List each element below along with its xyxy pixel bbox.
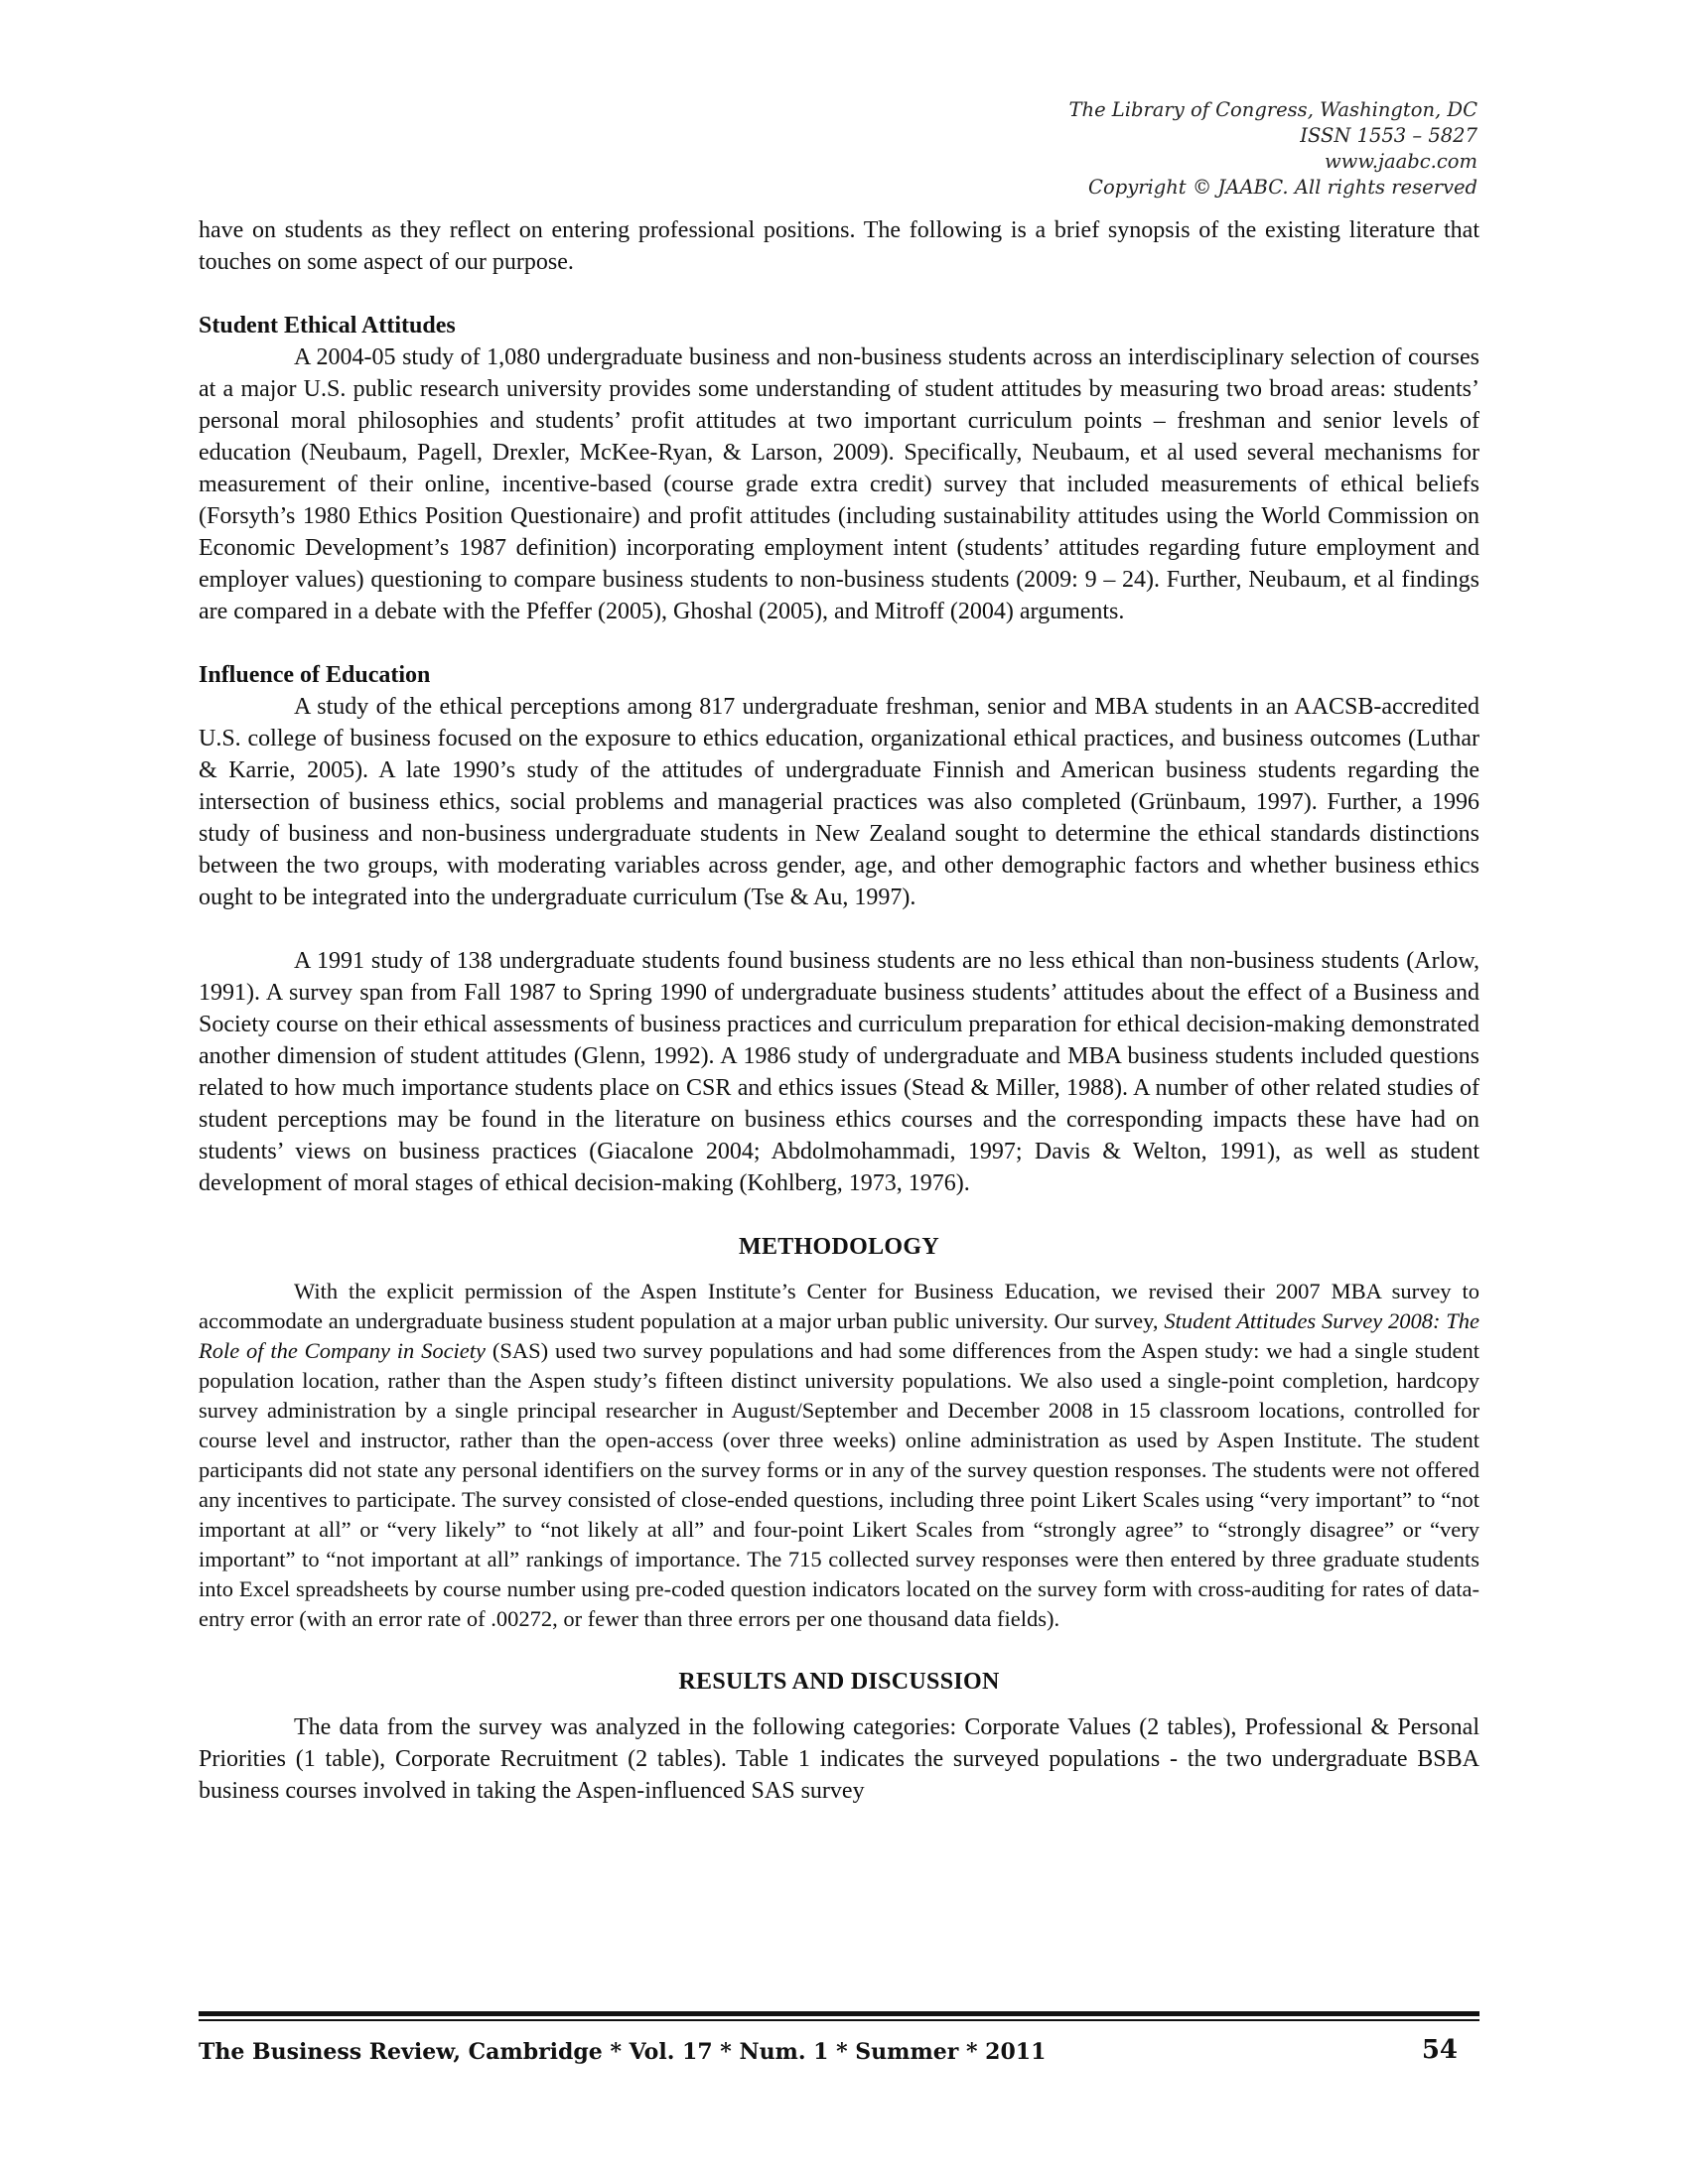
paragraph-results: The data from the survey was analyzed in the following categories: Corporate Values (2 tables), Professional & Personal Priorities (1 table), Corporate Recruitment (2 tables). Table 1 indicates the surveyed populations - the two undergraduate BSBA business courses involved in taking the Aspen-influenced SAS survey	[199, 1714, 1479, 1804]
footer-journal-citation: The Business Review, Cambridge * Vol. 17 * Num. 1 * Summer * 2011	[199, 2039, 1047, 2065]
header-website: www.jaabc.com	[1324, 150, 1477, 173]
page-body	[199, 214, 1479, 1807]
intro-paragraph: have on students as they reflect on entering professional positions. The following is a brief synopsis of the existing literature that touches on some aspect of our purpose.	[199, 217, 1479, 275]
footer-rule-thin	[199, 2019, 1479, 2021]
subheading-influence-of-education: Influence of Education	[199, 662, 431, 688]
page-number: 54	[1421, 2035, 1458, 2065]
header-issn: ISSN 1553 – 5827	[1300, 124, 1477, 147]
paragraph-influence-of-education: A study of the ethical perceptions among 817 undergraduate freshman, senior and MBA students in an AACSB-accredited U.S. college of business focused on the exposure to ethics education, organizational ethical practices, and business outcomes (Luthar & Karrie, 2005). A late 1990’s study of the attitudes of undergraduate Finnish and American business students regarding the intersection of business ethics, social problems and managerial practices was also completed (Grünbaum, 1997). Further, a 1996 study of business and non-business undergraduate students in New Zealand sought to determine the ethical standards distinctions between the two groups, with moderating variables across gender, age, and other demographic factors and whether business ethics ought to be integrated into the undergraduate curriculum (Tse & Au, 1997).	[199, 694, 1479, 910]
paragraph-prior-studies: A 1991 study of 138 undergraduate students found business students are no less ethical than non-business students (Arlow, 1991). A survey span from Fall 1987 to Spring 1990 of undergraduate business students’ attitudes about the effect of a Business and Society course on their ethical assessments of business practices and curriculum preparation for ethical decision-making demonstrated another dimension of student attitudes (Glenn, 1992). A 1986 study of undergraduate and MBA business students included questions related to how much importance students place on CSR and ethics issues (Stead & Miller, 1988). A number of other related studies of student perceptions may be found in the literature on business ethics courses and the corresponding impacts these have had on students’ views on business practices (Giacalone 2004; Abdolmohammadi, 1997; Davis & Welton, 1991), as well as student development of moral stages of ethical decision-making (Kohlberg, 1973, 1976).	[199, 948, 1479, 1196]
methodology-text-start: With the explicit permission of the Aspen Institute’s Center for Business Education, we revised their 2007 MBA survey to accommodate an undergraduate business student population at a major urban public university. Our survey,	[199, 1279, 1479, 1333]
footer-rule-thick	[199, 2011, 1479, 2016]
paragraph-methodology	[199, 1277, 1479, 1634]
header-copyright: Copyright © JAABC. All rights reserved	[1088, 176, 1477, 199]
section-heading-results: RESULTS AND DISCUSSION	[678, 1669, 1000, 1695]
paragraph-student-ethical-attitudes: A 2004-05 study of 1,080 undergraduate business and non-business students across an interdisciplinary selection of courses at a major U.S. public research university provides some understanding of student attitudes by measuring two broad areas: students’ personal moral philosophies and students’ profit attitudes at two important curriculum points – freshman and senior levels of education (Neubaum, Pagell, Drexler, McKee-Ryan, & Larson, 2009). Specifically, Neubaum, et al used several mechanisms for measurement of their online, incentive-based (course grade extra credit) survey that included measurements of ethical beliefs (Forsyth’s 1980 Ethics Position Questionaire) and profit attitudes (including sustainability attitudes using the World Commission on Economic Development’s 1987 definition) incorporating employment intent (students’ attitudes regarding future employment and employer values) questioning to compare business students to non-business students (2009: 9 – 24). Further, Neubaum, et al findings are compared in a debate with the Pfeffer (2005), Ghoshal (2005), and Mitroff (2004) arguments.	[199, 344, 1479, 624]
section-heading-methodology: METHODOLOGY	[739, 1234, 939, 1260]
survey-title: Student Attitudes Survey 2008: The Role of the Company in Society	[199, 1308, 1479, 1363]
header-publisher: The Library of Congress, Washington, DC	[1068, 98, 1477, 121]
running-header	[1069, 97, 1478, 201]
subheading-student-ethical-attitudes: Student Ethical Attitudes	[199, 313, 456, 339]
methodology-text-end: (SAS) used two survey populations and had some differences from the Aspen study: we had a single student population location, rather than the Aspen study’s fifteen distinct university populations. We also used a single-point completion, hardcopy survey administration by a single principal researcher in August/September and December 2008 in 15 classroom locations, controlled for course level and instructor, rather than the open-access (over three weeks) online administration as used by Aspen Institute. The student participants did not state any personal identifiers on the survey forms or in any of the survey question responses. The students were not offered any incentives to participate. The survey consisted of close-ended questions, including three point Likert Scales using “very important” to “not important at all” or “very likely” to “not likely at all” and four-point Likert Scales from “strongly agree” to “strongly disagree” or “very important” to “not important at all” rankings of importance. The 715 collected survey responses were then entered by three graduate students into Excel spreadsheets by course number using pre-coded question indicators located on the survey form with cross-auditing for rates of data-entry error (with an error rate of .00272, or fewer than three errors per one thousand data fields).	[199, 1338, 1479, 1631]
